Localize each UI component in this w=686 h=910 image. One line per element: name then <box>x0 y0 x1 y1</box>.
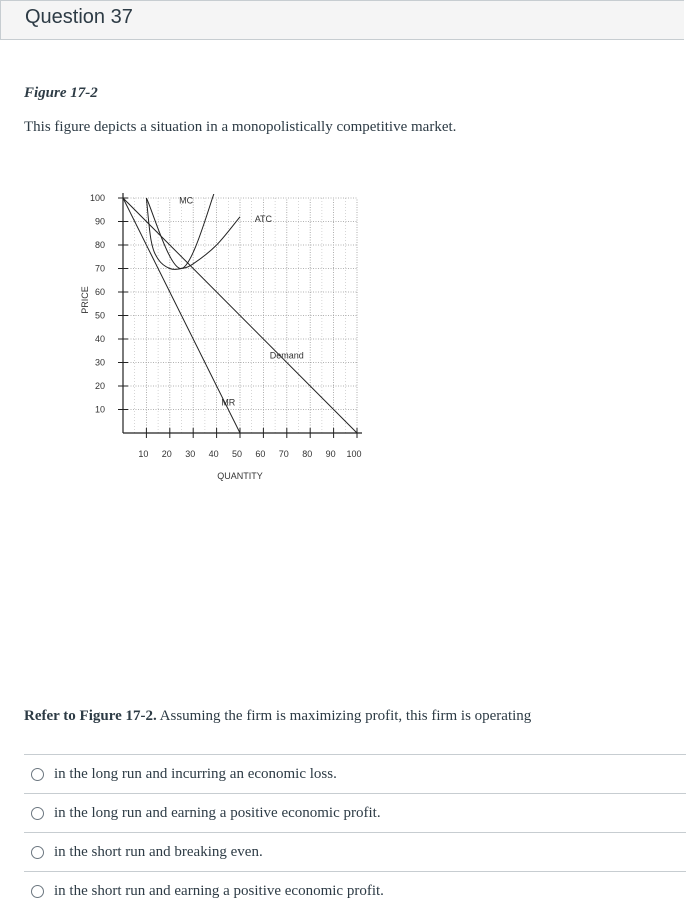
figure-title: Figure 17-2 <box>24 85 98 101</box>
question-header <box>0 0 684 40</box>
curve-label-mr: MR <box>221 397 236 408</box>
x-tick-label: 40 <box>208 449 219 459</box>
curve-label-demand: Demand <box>269 350 304 361</box>
radio-button[interactable] <box>31 846 44 859</box>
question-title: Question 37 <box>25 6 133 28</box>
y-tick-label: 50 <box>94 310 105 321</box>
figure-reference: Refer to Figure 17-2. <box>24 708 157 724</box>
x-tick-label: 90 <box>325 449 336 459</box>
answer-option[interactable] <box>24 754 686 793</box>
x-tick-label: 20 <box>161 449 172 459</box>
y-tick-label: 60 <box>94 287 105 297</box>
y-tick-label: 20 <box>94 381 105 391</box>
answer-label: in the short run and breaking even. <box>54 843 263 860</box>
y-tick-label: 100 <box>89 193 105 203</box>
x-tick-label: 30 <box>185 449 196 459</box>
answer-label: in the long run and earning a positive economic profit. <box>54 804 381 821</box>
answer-list <box>24 754 686 910</box>
question-prompt <box>24 708 531 725</box>
y-axis-label: PRICE <box>80 286 90 314</box>
x-tick-label: 50 <box>231 449 243 459</box>
radio-button[interactable] <box>31 885 44 898</box>
figure-description: This figure depicts a situation in a monopolistically competitive market. <box>24 119 457 135</box>
curve-label-atc: ATC <box>254 214 273 225</box>
x-tick-label: 80 <box>302 449 313 459</box>
answer-label: in the long run and incurring an economic loss. <box>54 765 337 782</box>
answer-option[interactable] <box>24 832 686 871</box>
x-tick-label: 60 <box>255 449 266 459</box>
y-tick-label: 30 <box>94 357 105 368</box>
y-tick-label: 40 <box>94 334 105 344</box>
x-tick-label: 10 <box>138 449 149 459</box>
x-tick-label: 70 <box>278 449 289 459</box>
prompt-text: Assuming the firm is maximizing profit, this firm is operating <box>156 708 532 724</box>
y-tick-label: 70 <box>94 263 105 274</box>
y-tick-label: 10 <box>94 404 105 415</box>
answer-option[interactable] <box>24 793 686 832</box>
curve-label-mc: MC <box>179 195 194 206</box>
radio-button[interactable] <box>31 807 44 820</box>
x-axis-label: QUANTITY <box>217 471 263 481</box>
radio-button[interactable] <box>31 768 44 781</box>
y-tick-label: 90 <box>94 216 105 227</box>
x-tick-label: 100 <box>346 449 362 459</box>
answer-option[interactable] <box>24 871 686 910</box>
answer-label: in the short run and earning a positive economic profit. <box>54 882 384 899</box>
cost-curves-chart <box>70 175 380 495</box>
y-tick-label: 80 <box>94 240 105 250</box>
